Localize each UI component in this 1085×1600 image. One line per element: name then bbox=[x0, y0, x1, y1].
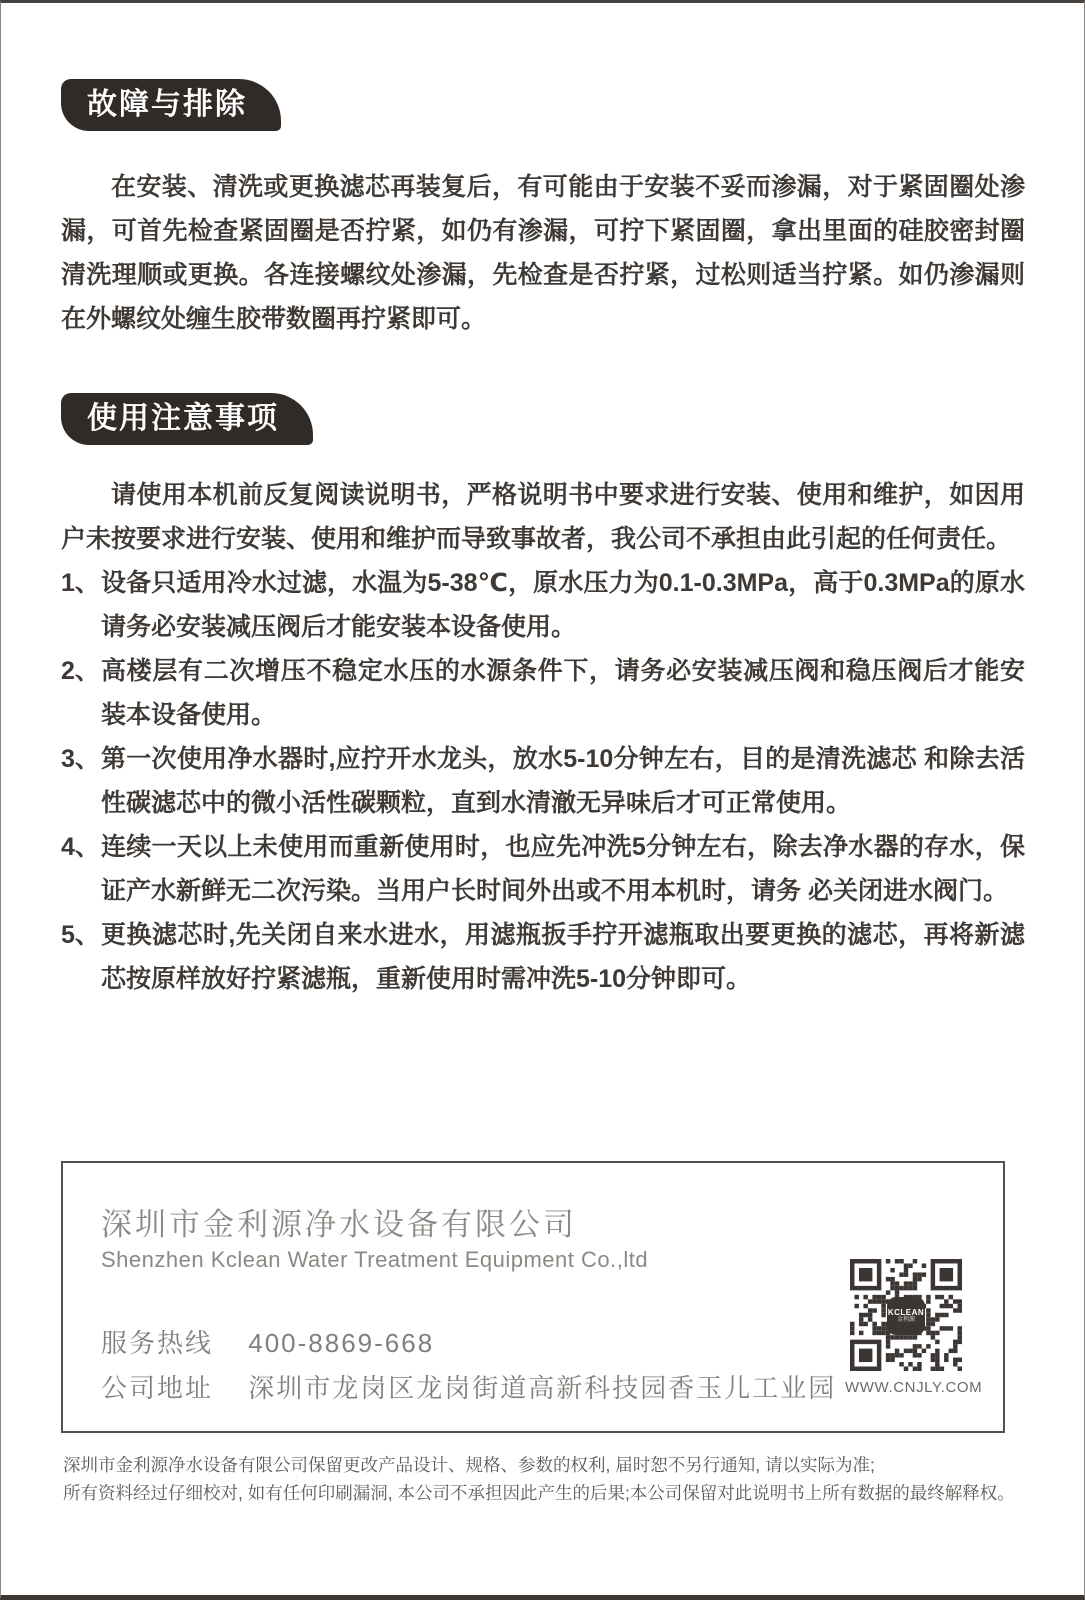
address-row bbox=[101, 1368, 836, 1405]
brand-logo-subtext: 金利源 bbox=[896, 1317, 915, 1323]
precaution-item bbox=[61, 649, 1025, 737]
precaution-item bbox=[61, 561, 1025, 649]
hotline-number: 400-8869-668 bbox=[248, 1328, 435, 1358]
qr-center-logo bbox=[887, 1297, 925, 1335]
company-name-cn: 深圳市金利源净水设备有限公司 bbox=[101, 1207, 577, 1242]
address-value: 深圳市龙岗区龙岗街道高新科技园香玉儿工业园 bbox=[248, 1373, 837, 1403]
precaution-item bbox=[61, 825, 1025, 913]
company-name-en: Shenzhen Kclean Water Treatment Equipment Co.,ltd bbox=[101, 1247, 649, 1272]
address-label: 公司地址 bbox=[101, 1373, 214, 1403]
section-title: 使用注意事项 bbox=[87, 402, 279, 435]
item-text: 连续一天以上未使用而重新使用时，也应先冲洗5分钟左右，除去净水器的存水，保证产水新鲜无二次污染。当用户长时间外出或不用本机时，请务 必关闭进水阀门。 bbox=[101, 833, 1025, 905]
hotline-label: 服务热线 bbox=[101, 1328, 214, 1358]
footer-line: 深圳市金利源净水设备有限公司保留更改产品设计、规格、参数的权利, 届时恕不另行通知, 请以实际为准; bbox=[63, 1455, 875, 1475]
footer-line: 所有资料经过仔细校对, 如有任何印刷漏洞, 本公司不承担因此产生的后果;本公司保留对此说明书上所有数据的最终解释权。 bbox=[63, 1483, 1015, 1503]
item-number: 5、 bbox=[61, 921, 100, 949]
precautions-intro: 请使用本机前反复阅读说明书，严格说明书中要求进行安装、使用和维护，如因用户未按要求进行安装、使用和维护而导致事故者，我公司不承担由此引起的任何责任。 bbox=[61, 481, 1025, 553]
precautions-block bbox=[61, 473, 1025, 1001]
item-text: 更换滤芯时,先关闭自来水进水，用滤瓶扳手拧开滤瓶取出要更换的滤芯，再将新滤芯按原样放好拧紧滤瓶，重新使用时需冲洗5-10分钟即可。 bbox=[101, 921, 1025, 993]
item-number: 1、 bbox=[61, 569, 100, 597]
company-card bbox=[61, 1161, 1005, 1433]
website-url: WWW.CNJLY.COM bbox=[845, 1379, 983, 1396]
hotline-row bbox=[101, 1323, 434, 1360]
precaution-item bbox=[61, 913, 1025, 1001]
item-number: 3、 bbox=[61, 745, 100, 773]
item-number: 4、 bbox=[61, 833, 100, 861]
item-text: 第一次使用净水器时,应拧开水龙头，放水5-10分钟左右，目的是清洗滤芯 和除去活性碳滤芯中的微小活性碳颗粒，直到水清澈无异味后才可正常使用。 bbox=[101, 745, 1025, 817]
section-title: 故障与排除 bbox=[87, 88, 247, 121]
item-text: 高楼层有二次增压不稳定水压的水源条件下，请务必安装减压阀和稳压阀后才能安装本设备使用。 bbox=[101, 657, 1025, 729]
troubleshooting-paragraph: 在安装、清洗或更换滤芯再装复后，有可能由于安装不妥而渗漏，对于紧固圈处渗漏，可首先检查紧固圈是否拧紧，如仍有渗漏，可拧下紧固圈，拿出里面的硅胶密封圈清洗理顺或更换。各连接螺纹处渗漏，先检查是否拧紧，过松则适当拧紧。如仍渗漏则在外螺纹处缠生胶带数圈再拧紧即可。 bbox=[61, 173, 1025, 333]
item-text: 设备只适用冷水过滤，水温为5-38℃，原水压力为0.1-0.3MPa，高于0.3MPa的原水请务必安装减压阀后才能安装本设备使用。 bbox=[101, 569, 1025, 641]
qr-block bbox=[845, 1259, 983, 1396]
precaution-item bbox=[61, 737, 1025, 825]
footer-disclaimer bbox=[63, 1451, 1043, 1507]
section-badge-precautions bbox=[61, 393, 313, 445]
item-number: 2、 bbox=[61, 657, 100, 685]
brand-logo-text: KCLEAN bbox=[887, 1308, 925, 1317]
section-badge-troubleshooting bbox=[61, 79, 281, 131]
